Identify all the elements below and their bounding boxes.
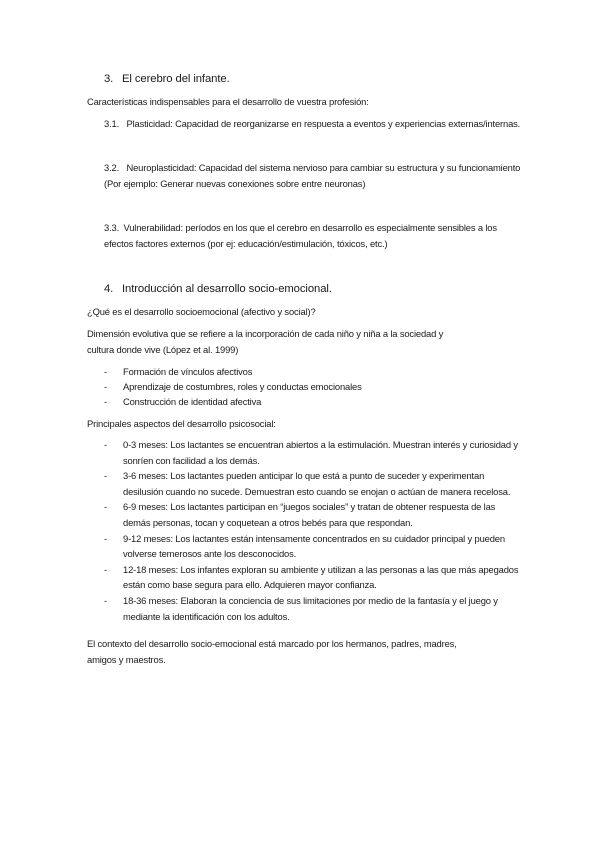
item-3-2-number: 3.2. (104, 162, 120, 173)
list-item (104, 364, 524, 379)
item-3-1-text (104, 116, 524, 132)
list-item-text: Construcción de identidad afectiva (123, 396, 262, 407)
context-line-2: amigos y maestros. (87, 654, 166, 665)
list-item (104, 562, 524, 593)
list-item-text: Formación de vínculos afectivos (123, 366, 253, 377)
item-3-2-body: Neuroplasticidad: Capacidad del sistema nervioso para cambiar su estructura y su funcionamiento (Por ejemplo: Generar nuevas conexiones sobre entre neuronas) (104, 162, 521, 189)
dash-bullet: - (104, 366, 107, 377)
item-3-1-body: Plasticidad: Capacidad de reorganizarse en respuesta a eventos y experiencias externas/internas. (126, 118, 521, 129)
dash-bullet: - (104, 532, 107, 544)
list-item-text: 0-3 meses: Los lactantes se encuentran abiertos a la estimulación. Muestran interés y curiosidad y sonríen con facilidad a los demás. (123, 439, 518, 466)
list-item (104, 499, 524, 530)
aspects-intro: Principales aspectos del desarrollo psicosocial: (87, 418, 276, 429)
dash-bullet: - (104, 381, 107, 392)
context-line-1: El contexto del desarrollo socio-emocional está marcado por los hermanos, padres, madres, (87, 638, 457, 649)
aspects-list (104, 437, 524, 624)
item-3-1-number: 3.1. (104, 118, 120, 129)
section-4-heading (104, 282, 424, 296)
dash-bullet: - (104, 594, 107, 606)
list-item (104, 437, 524, 468)
list-item-text: 6-9 meses: Los lactantes participan en “juegos sociales” y tratan de obtener respuesta de las demás personas, tocan y coquetean a otros bebés para que respondan. (123, 501, 496, 528)
dash-bullet: - (104, 563, 107, 575)
item-3-2-text (104, 160, 524, 192)
dash-bullet: - (104, 396, 107, 407)
section-3-intro: Características indispensables para el desarrollo de vuestra profesión: (87, 96, 369, 107)
list-item-text: Aprendizaje de costumbres, roles y conductas emocionales (123, 381, 362, 392)
dash-bullet: - (104, 501, 107, 513)
definition-bullets (104, 364, 524, 409)
section-3-title: El cerebro del infante. (122, 73, 230, 85)
list-item (104, 394, 524, 409)
section-4-title: Introducción al desarrollo socio-emocional. (122, 283, 332, 295)
definition-line-2: cultura donde vive (López et al. 1999) (87, 344, 239, 355)
item-3-3-body: Vulnerabilidad: períodos en los que el cerebro en desarrollo es especialmente sensibles a los efectos factores externos (por ej: educación/estimulación, tóxicos, etc.) (104, 222, 497, 249)
dash-bullet: - (104, 439, 107, 450)
list-item (104, 379, 524, 394)
item-3-3-text (104, 220, 524, 252)
section-3-number: 3. (104, 73, 114, 85)
list-item-text: 12-18 meses: Los infantes exploran su ambiente y utilizan a las personas a las que más apegados están como base segura para ello. Adquieren mayor confianza. (123, 563, 519, 591)
list-item-text: 9-12 meses: Los lactantes están intensamente concentrados en su cuidador principal y pueden volverse temerosos ante los desconocidos. (123, 532, 505, 560)
list-item (104, 468, 524, 499)
dash-bullet: - (104, 470, 107, 482)
list-item-text: 18-36 meses: Elaboran la conciencia de sus limitaciones por medio de la fantasía y el juego y mediante la identificación con los adultos. (123, 594, 498, 622)
list-item (104, 593, 524, 624)
item-3-3-number: 3.3. (104, 222, 120, 233)
question-line: ¿Qué es el desarrollo socioemocional (afectivo y social)? (87, 306, 316, 317)
definition-line-1: Dimensión evolutiva que se refiere a la incorporación de cada niño y niña a la sociedad y (87, 328, 444, 339)
list-item (104, 531, 524, 562)
list-item-text: 3-6 meses: Los lactantes pueden anticipar lo que está a punto de suceder y experimentan desilusión cuando no sucede. Demuestran esto cuando se enojan o actúan de manera recelosa. (123, 470, 511, 497)
section-4-number: 4. (104, 283, 114, 295)
section-3-heading (104, 72, 404, 86)
